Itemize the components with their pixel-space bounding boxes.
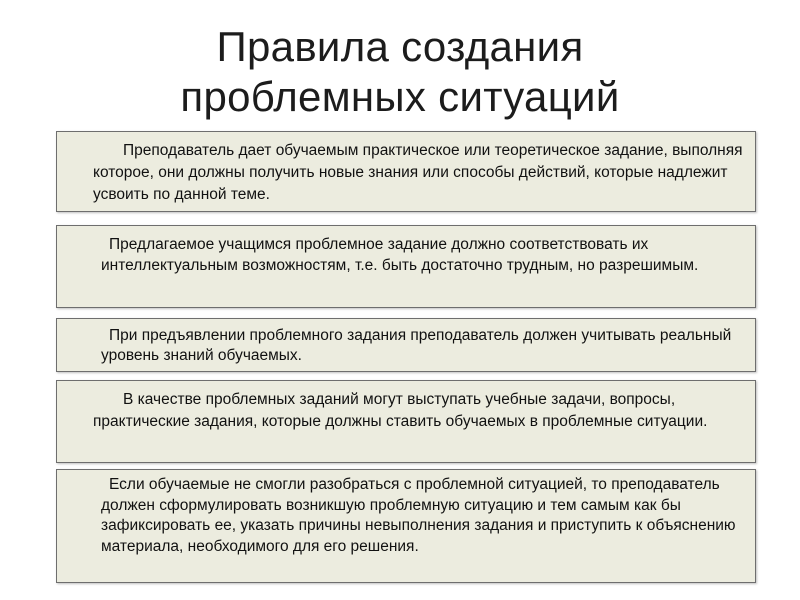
rule-text-2: Предлагаемое учащимся проблемное задание должно соответствовать их интеллектуальным возможностям, т.е. быть достаточно трудным, но разрешимым. <box>101 236 699 274</box>
rule-text-1: Преподаватель дает обучаемым практическое или теоретическое задание, выполняя которое, они должны получить новые знания или способы действий, которые надлежит усвоить по данной теме. <box>93 142 743 203</box>
rule-text-4: В качестве проблемных заданий могут выступать учебные задачи, вопросы, практические задания, которые должны ставить обучаемых в проблемные ситуации. <box>93 391 708 430</box>
rule-box-4 <box>56 380 756 463</box>
rule-text-5: Если обучаемые не смогли разобраться с проблемной ситуацией, то преподаватель должен сформулировать возникшую проблемную ситуацию и тем самым как бы зафиксировать ее, указать причины невыполнения задания и приступить к объяснению материала, необходимого для его решения. <box>101 476 736 555</box>
rule-box-5 <box>56 469 756 583</box>
rule-box-2 <box>56 225 756 308</box>
rule-text-3: При предъявлении проблемного задания преподаватель должен учитывать реальный уровень знаний обучаемых. <box>101 327 732 364</box>
slide-title: Правила создания проблемных ситуаций <box>180 23 620 120</box>
rule-box-3 <box>56 318 756 372</box>
rule-box-1 <box>56 131 756 212</box>
